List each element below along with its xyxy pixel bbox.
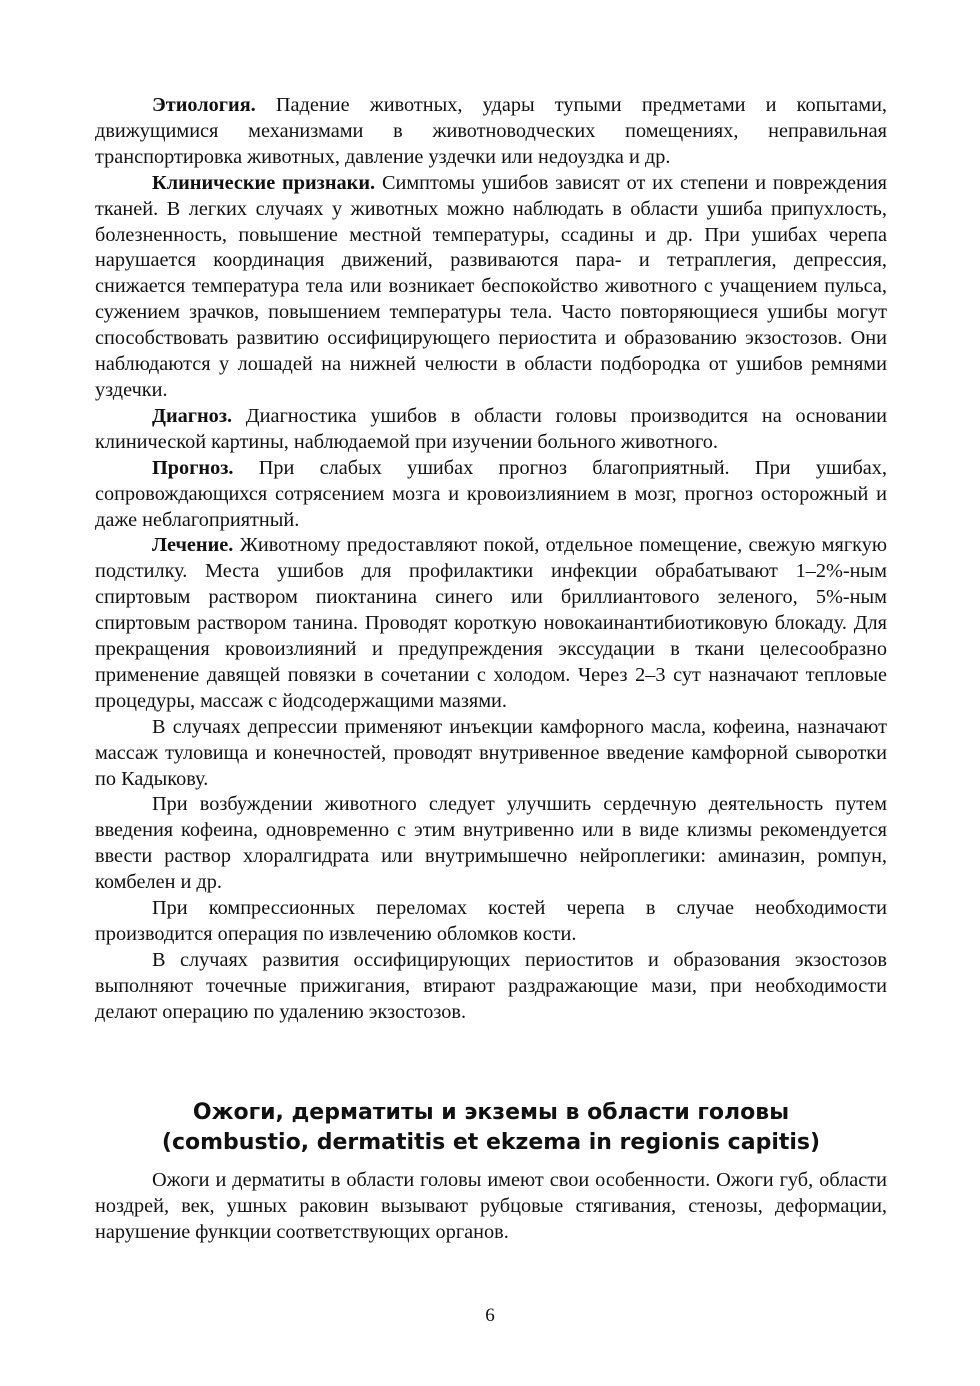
section-heading xyxy=(95,1098,887,1158)
paragraph-text: Диагностика ушибов в области головы производится на основании клинической картины, наблюдаемой при изучении больного животного. xyxy=(95,404,887,453)
paragraph-burns-intro: Ожоги и дерматиты в области головы имеют свои особенности. Ожоги губ, области ноздрей, век, ушных раковин вызывают рубцовые стягивания, стенозы, деформации, нарушение функции соответствующих органов. xyxy=(95,1169,887,1243)
paragraph-fractures: При компрессионных переломах костей черепа в случае необходимости производится операция по извлечению обломков кости. xyxy=(95,897,887,945)
paragraph-depression: В случаях депрессии применяют инъекции камфорного масла, кофеина, назначают массаж туловища и конечностей, проводят внутривенное введение камфорной сыворотки по Кадыкову. xyxy=(95,715,887,790)
paragraph-lead: Клинические признаки. xyxy=(152,171,376,194)
paragraph-prognosis xyxy=(95,456,887,534)
paragraph-lead: Диагноз. xyxy=(152,404,233,427)
paragraph-clinical-signs xyxy=(95,171,887,404)
paragraph-etiology xyxy=(95,93,887,171)
paragraph-text: Животному предоставляют покой, отдельное помещение, свежую мягкую подстилку. Места ушибов для профилактики инфекции обрабатывают 1–2%-ным спиртовым раствором пиоктанина синего или бриллиантового зеленого, 5%-ным спиртовым раствором танина. Проводят короткую новокаинантибиотиковую блокаду. Для прекращения кровоизлияний и предупреждения экссудации в ткани целесообразно применение давящей повязки в сочетании с холодом. Через 2–3 сут назначают тепловые процедуры, массаж с йодсодержащими мазями. xyxy=(95,534,887,712)
paragraph-lead: Этиология. xyxy=(152,94,256,116)
paragraph-lead: Прогноз. xyxy=(152,456,234,479)
section-heading-line-2: (combustio, dermatitis et ekzema in regionis capitis) xyxy=(161,1130,821,1155)
paragraph-treatment xyxy=(95,533,887,714)
paragraph-text: Падение животных, удары тупыми предметами и копытами, движущимися механизмами в животноводческих помещениях, неправильная транспортировка животных, давление уздечки или недоуздка и др. xyxy=(95,94,887,168)
paragraph-lead: Лечение. xyxy=(152,534,234,557)
paragraph-excitation: При возбуждении животного следует улучшить сердечную деятельность путем введения кофеина, одновременно с этим внутривенно или в виде клизмы рекомендуется ввести раствор хлоралгидрата или внутримышечно нейроплегики: аминазин, ромпун, комбелен и др. xyxy=(95,793,887,894)
paragraph-text: Симптомы ушибов зависят от их степени и повреждения тканей. В легких случаях у животных можно наблюдать в области ушиба припухлость, болезненность, повышение местной температуры, ссадины и др. При ушибах черепа нарушается координация движений, развиваются пара- и тетраплегия, депрессия, снижается температура тела или возникает беспокойство животного с учащением пульса, сужением зрачков, повышением температуры тела. Часто повторяющиеся ушибы могут способствовать развитию оссифицирующего периостита и образованию экзостозов. Они наблюдаются у лошадей на нижней челюсти в области подбородка от ушибов ремнями уздечки. xyxy=(95,171,887,401)
paragraph-exostoses: В случаях развития оссифицирующих периоститов и образования экзостозов выполняют точечные прижигания, втирают раздражающие мази, при необходимости делают операцию по удалению экзостозов. xyxy=(95,948,887,1023)
section-heading-line-1: Ожоги, дерматиты и экземы в области головы xyxy=(192,1100,790,1125)
page-number: 6 xyxy=(485,1305,495,1326)
paragraph-text: При слабых ушибах прогноз благоприятный. При ушибах, сопровождающихся сотрясением мозга и кровоизлиянием в мозг, прогноз осторожный и даже неблагоприятный. xyxy=(95,456,887,531)
main-text xyxy=(95,93,887,1026)
paragraph-diagnosis xyxy=(95,404,887,456)
section-text xyxy=(95,1168,887,1246)
